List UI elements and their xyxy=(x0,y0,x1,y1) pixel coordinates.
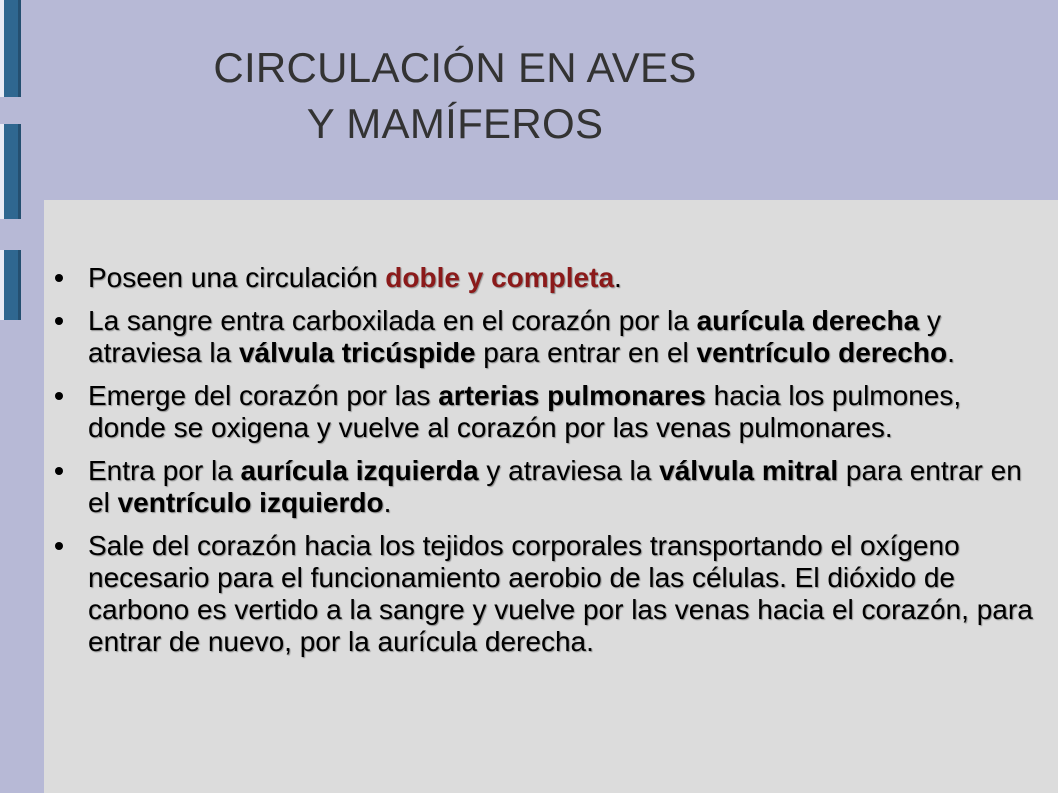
bullet-item xyxy=(88,530,1033,658)
highlighted-term: doble y completa xyxy=(385,262,615,293)
bullet-text: Sale del corazón hacia los tejidos corporales transportando el oxígeno necesario para el funcionamiento aerobio de las células. El dióxido de carbono es vertido a la sangre y vuelve por las venas hacia el corazón, para entrar de nuevo, por la aurícula derecha. xyxy=(88,530,1033,657)
bold-term: ventrículo derecho xyxy=(696,337,948,368)
bullet-text: La sangre entra carboxilada en el corazón por la xyxy=(88,305,697,336)
bullet-text: . xyxy=(947,337,955,368)
bullet-dot-icon xyxy=(55,274,63,282)
bullet-text: Entra por la xyxy=(88,455,241,486)
bullet-dot-icon xyxy=(55,542,63,550)
bullet-item xyxy=(88,262,1033,294)
bullet-text: para entrar en el xyxy=(475,337,697,368)
bullet-dot-icon xyxy=(55,467,63,475)
bullet-list xyxy=(88,262,1033,669)
decorative-accent-bar-bottom xyxy=(0,250,21,320)
bold-term: ventrículo izquierdo xyxy=(117,487,384,518)
bullet-text: Poseen una circulación xyxy=(88,262,386,293)
bullet-item xyxy=(88,455,1033,519)
slide-title-line-1: CIRCULACIÓN EN AVES xyxy=(213,44,697,91)
bold-term: aurícula derecha xyxy=(696,305,920,336)
bullet-item xyxy=(88,305,1033,369)
bullet-text: Emerge del corazón por las xyxy=(88,380,439,411)
bold-term: válvula tricúspide xyxy=(238,337,476,368)
bullet-text: . xyxy=(383,487,392,518)
bullet-text: y atraviesa la xyxy=(88,305,941,368)
bullet-text: para entrar en el xyxy=(88,455,1022,518)
bullet-item xyxy=(88,380,1033,444)
decorative-accent-bar-top xyxy=(0,0,21,97)
bullet-dot-icon xyxy=(55,392,63,400)
decorative-accent-bar-middle xyxy=(0,124,21,219)
slide-title xyxy=(150,40,760,152)
bullet-text: y atraviesa la xyxy=(478,455,660,486)
slide-title-line-2: Y MAMÍFEROS xyxy=(306,100,604,147)
bullet-dot-icon xyxy=(55,317,63,325)
bold-term: válvula mitral xyxy=(659,455,839,486)
bullet-text: . xyxy=(614,262,622,293)
bold-term: aurícula izquierda xyxy=(240,455,479,486)
bullet-text: hacia los pulmones, donde se oxigena y vuelve al corazón por las venas pulmonares. xyxy=(88,380,962,443)
bold-term: arterias pulmonares xyxy=(438,380,706,411)
